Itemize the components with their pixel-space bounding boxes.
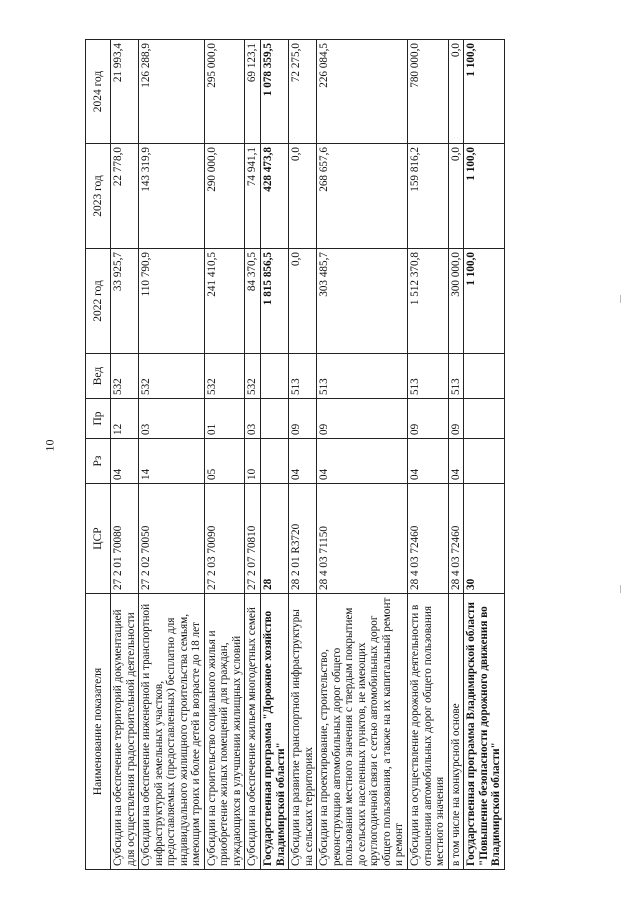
csr-code-cell: 28 4 03 71150 <box>317 484 408 594</box>
classifier-cell: 01 <box>204 399 245 439</box>
amount-cell: 69 123,1 <box>245 40 261 144</box>
classifier-cell <box>261 354 289 399</box>
indicator-name-cell: Субсидии на обеспечение жильем многодетных семей <box>245 594 261 870</box>
amount-cell: 1 815 856,5 <box>261 249 289 354</box>
classifier-cell: 09 <box>317 399 408 439</box>
classifier-cell: 10 <box>245 439 261 484</box>
indicator-name-cell: Государственная программа "Дорожное хозяйство Владимирской области" <box>261 594 289 870</box>
column-header: Наименование показателя <box>86 594 111 870</box>
amount-cell: 300 000,0 <box>448 249 464 354</box>
indicator-name-cell: Субсидии на развитие транспортной инфраструктуры на сельских территориях <box>289 594 317 870</box>
amount-cell: 159 816,2 <box>408 144 449 249</box>
indicator-name-cell: Государственная программа Владимирской области "Повышение безопасности дорожного движения во Владимирской области" <box>464 594 505 870</box>
csr-code-cell: 28 <box>261 484 289 594</box>
classifier-cell: 03 <box>245 399 261 439</box>
table-row <box>139 40 205 870</box>
amount-cell: 295 000,0 <box>204 40 245 144</box>
indicator-name-cell: Субсидии на обеспечение территорий документацией для осуществления градостроительной деятельности <box>111 594 139 870</box>
csr-code-cell: 27 2 07 70810 <box>245 484 261 594</box>
classifier-cell <box>261 399 289 439</box>
classifier-cell <box>464 354 505 399</box>
indicator-name-cell: в том числе на конкурсной основе <box>448 594 464 870</box>
amount-cell: 143 319,9 <box>139 144 205 249</box>
csr-code-cell: 28 4 03 72460 <box>448 484 464 594</box>
classifier-cell: 513 <box>448 354 464 399</box>
indicator-name-cell: Субсидии на осуществление дорожной деятельности в отношении автомобильных дорог общего пользования местного значения <box>408 594 449 870</box>
indicator-name-cell: Субсидии на проектирование, строительство, реконструкцию автомобильных дорог общего пользования местного значения с твердым покрытием до сельских населенных пунктов, не имеющих круглогодичной связи с сетью автомобильных дорог общего пользования, а также на их капитальный ремонт и ремонт <box>317 594 408 870</box>
classifier-cell: 532 <box>245 354 261 399</box>
amount-cell: 84 370,5 <box>245 249 261 354</box>
csr-code-cell: 27 2 01 70080 <box>111 484 139 594</box>
classifier-cell <box>261 439 289 484</box>
table-row <box>245 40 261 870</box>
classifier-cell: 05 <box>204 439 245 484</box>
table-body <box>111 40 505 870</box>
amount-cell: 428 473,8 <box>261 144 289 249</box>
classifier-cell: 03 <box>139 399 205 439</box>
amount-cell: 303 485,7 <box>317 249 408 354</box>
csr-code-cell: 27 2 03 70090 <box>204 484 245 594</box>
classifier-cell: 04 <box>408 439 449 484</box>
amount-cell: 1 100,0 <box>464 40 505 144</box>
table-row <box>289 40 317 870</box>
table-row <box>111 40 139 870</box>
table-header-row <box>86 40 111 870</box>
classifier-cell <box>464 439 505 484</box>
amount-cell: 0,0 <box>289 144 317 249</box>
column-header: 2022 год <box>86 249 111 354</box>
table-row <box>408 40 449 870</box>
classifier-cell: 04 <box>317 439 408 484</box>
classifier-cell: 09 <box>448 399 464 439</box>
amount-cell: 22 778,0 <box>111 144 139 249</box>
amount-cell: 268 657,6 <box>317 144 408 249</box>
column-header: 2023 год <box>86 144 111 249</box>
classifier-cell: 532 <box>111 354 139 399</box>
classifier-cell: 513 <box>317 354 408 399</box>
column-header: Вед <box>86 354 111 399</box>
classifier-cell: 532 <box>139 354 205 399</box>
table-row <box>261 40 289 870</box>
classifier-cell: 513 <box>408 354 449 399</box>
amount-cell: 1 512 370,8 <box>408 249 449 354</box>
csr-code-cell: 30 <box>464 484 505 594</box>
csr-code-cell: 28 4 03 72460 <box>408 484 449 594</box>
amount-cell: 241 410,5 <box>204 249 245 354</box>
classifier-cell: 532 <box>204 354 245 399</box>
amount-cell: 780 000,0 <box>408 40 449 144</box>
table-row <box>204 40 245 870</box>
csr-code-cell: 27 2 02 70050 <box>139 484 205 594</box>
table-row <box>317 40 408 870</box>
classifier-cell: 04 <box>289 439 317 484</box>
amount-cell: 290 000,0 <box>204 144 245 249</box>
amount-cell: 226 084,5 <box>317 40 408 144</box>
column-header: ЦСР <box>86 484 111 594</box>
classifier-cell: 04 <box>448 439 464 484</box>
column-header: 2024 год <box>86 40 111 144</box>
amount-cell: 33 925,7 <box>111 249 139 354</box>
indicator-name-cell: Субсидии на обеспечение инженерной и транспортной инфраструктурой земельных участков, предоставляемых (предоставленных) бесплатно для индивидуального жилищного строительства семьям, имеющим троих и более детей в возрасте до 18 лет <box>139 594 205 870</box>
classifier-cell: 09 <box>289 399 317 439</box>
amount-cell: 1 100,0 <box>464 144 505 249</box>
amount-cell: 72 275,0 <box>289 40 317 144</box>
margin-mark <box>620 585 621 593</box>
margin-mark <box>620 295 621 303</box>
column-header: Рз <box>86 439 111 484</box>
amount-cell: 0,0 <box>448 144 464 249</box>
table-row <box>464 40 505 870</box>
csr-code-cell: 28 2 01 R3720 <box>289 484 317 594</box>
indicator-name-cell: Субсидии на строительство социального жилья и приобретение жилых помещений для граждан, нуждающихся в улучшении жилищных условий <box>204 594 245 870</box>
column-header: Пр <box>86 399 111 439</box>
amount-cell: 0,0 <box>448 40 464 144</box>
budget-table <box>85 39 505 870</box>
classifier-cell: 14 <box>139 439 205 484</box>
amount-cell: 1 078 359,5 <box>261 40 289 144</box>
amount-cell: 21 993,4 <box>111 40 139 144</box>
classifier-cell: 04 <box>111 439 139 484</box>
table-row <box>448 40 464 870</box>
amount-cell: 126 288,9 <box>139 40 205 144</box>
classifier-cell: 12 <box>111 399 139 439</box>
amount-cell: 74 941,1 <box>245 144 261 249</box>
rotated-table-container <box>85 40 505 870</box>
page-number: 10 <box>42 439 57 452</box>
amount-cell: 110 790,9 <box>139 249 205 354</box>
amount-cell: 1 100,0 <box>464 249 505 354</box>
classifier-cell: 09 <box>408 399 449 439</box>
classifier-cell <box>464 399 505 439</box>
amount-cell: 0,0 <box>289 249 317 354</box>
classifier-cell: 513 <box>289 354 317 399</box>
